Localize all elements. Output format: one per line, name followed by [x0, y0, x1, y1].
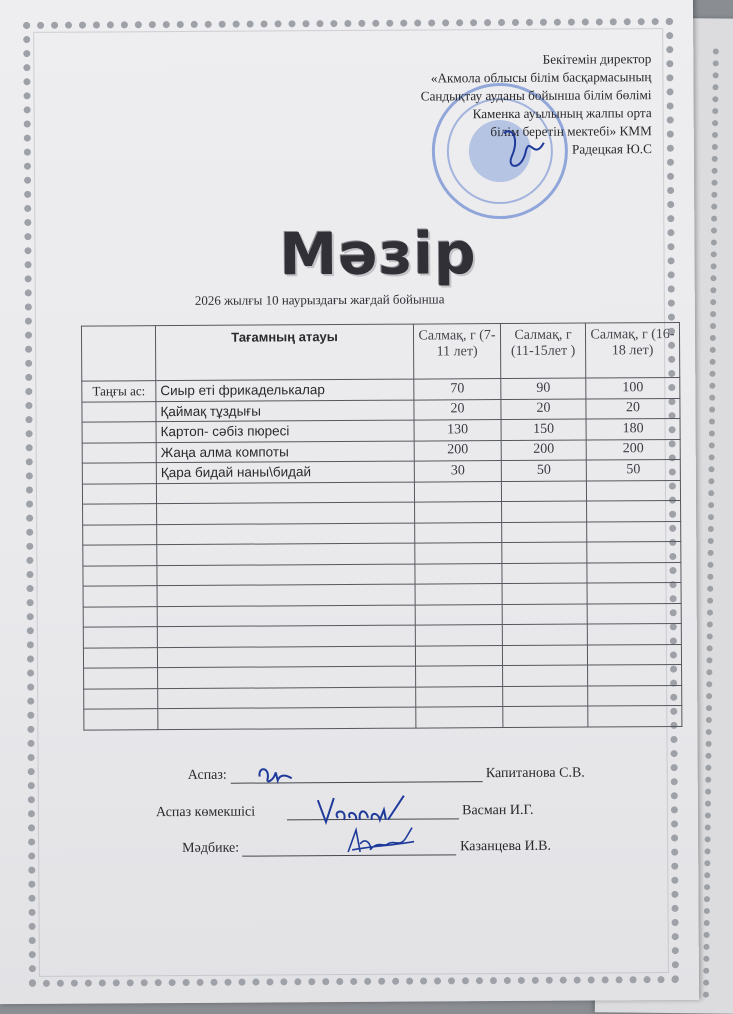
cell-empty	[157, 625, 415, 647]
cell-empty	[83, 606, 157, 627]
cell-empty	[415, 584, 502, 605]
cell-empty	[415, 522, 502, 543]
cell-empty	[587, 562, 681, 583]
cell-empty	[586, 480, 680, 501]
menu-table-body	[82, 377, 682, 729]
cook-name: Капитанова С.В.	[485, 765, 585, 782]
cell-empty	[158, 666, 416, 688]
cell-empty	[587, 521, 681, 542]
cell-meal: Таңғы ас:	[82, 381, 156, 402]
cell-empty	[84, 668, 158, 689]
cell-empty	[502, 645, 587, 666]
cell-dish: Қара бидай наны\бидай	[156, 461, 414, 483]
cell-empty	[158, 687, 416, 709]
cell-weight: 200	[501, 440, 586, 461]
cell-empty	[157, 646, 415, 668]
cell-weight: 20	[586, 398, 680, 419]
cell-weight: 50	[586, 459, 680, 480]
cell-empty	[416, 666, 503, 687]
cell-empty	[84, 688, 158, 709]
cell-empty	[587, 582, 681, 603]
cell-empty	[415, 502, 502, 523]
cook-signature	[256, 762, 296, 786]
approval-line: білім беретін мектебі» КММ	[490, 123, 652, 140]
cell-dish: Сиыр еті фрикаделькалар	[156, 379, 414, 401]
cell-weight: 130	[414, 420, 501, 441]
cell-empty	[414, 481, 501, 502]
cell-empty	[416, 686, 503, 707]
cell-empty	[83, 627, 157, 648]
cook-signature-row	[188, 766, 585, 784]
assistant-label: Аспаз көмекшісі	[155, 804, 256, 821]
cell-weight: 200	[414, 440, 501, 461]
cell-weight: 30	[414, 461, 501, 482]
cell-meal	[82, 422, 156, 443]
cell-weight: 50	[501, 460, 586, 481]
cell-empty	[83, 647, 157, 668]
cell-meal	[82, 442, 156, 463]
nurse-label: Мәдбике:	[182, 840, 240, 857]
cell-empty	[503, 686, 588, 707]
cell-empty	[83, 565, 157, 586]
cell-empty	[502, 563, 587, 584]
cell-empty	[588, 705, 682, 726]
cell-weight: 200	[586, 439, 680, 460]
cell-empty	[415, 625, 502, 646]
cell-empty	[415, 604, 502, 625]
cell-weight: 20	[414, 399, 501, 420]
cell-empty	[157, 543, 415, 565]
header-weight-11-15: Салмақ, г (11-15лет )	[500, 323, 585, 379]
cell-empty	[501, 481, 586, 502]
cell-empty	[415, 563, 502, 584]
back-sheet-border	[703, 48, 729, 998]
cell-weight: 70	[414, 379, 501, 400]
cell-dish: Картоп- сәбіз пюресі	[156, 420, 414, 442]
cell-empty	[83, 545, 157, 566]
table-row-empty	[84, 705, 682, 729]
header-meal	[81, 326, 155, 381]
page-subtitle: 2026 жылғы 10 наурыздағы жағдай бойынша	[194, 291, 445, 308]
cell-empty	[157, 605, 415, 627]
cell-empty	[83, 586, 157, 607]
cell-empty	[157, 502, 415, 524]
approval-line: Сандықтау ауданы бойынша білім бөлімі	[420, 87, 652, 104]
cell-empty	[415, 543, 502, 564]
cell-weight: 150	[501, 419, 586, 440]
cell-meal	[82, 463, 156, 484]
cell-empty	[587, 623, 681, 644]
cell-empty	[82, 483, 156, 504]
nurse-signature	[342, 822, 418, 858]
header-dish-name: Тағамның атауы	[155, 324, 413, 381]
approval-line: Каменка ауылының жалпы орта	[472, 105, 652, 122]
cell-weight: 90	[501, 378, 586, 399]
cell-empty	[587, 603, 681, 624]
cell-empty	[157, 564, 415, 586]
cell-empty	[157, 523, 415, 545]
cell-empty	[588, 685, 682, 706]
cell-weight: 100	[586, 377, 680, 398]
cell-dish: Жаңа алма компоты	[156, 441, 414, 463]
cell-empty	[416, 707, 503, 728]
cell-empty	[587, 644, 681, 665]
cell-empty	[502, 624, 587, 645]
cell-empty	[587, 500, 681, 521]
header-weight-16-18: Салмақ, г (16-18 лет)	[585, 322, 679, 378]
cell-empty	[502, 604, 587, 625]
cell-empty	[415, 645, 502, 666]
cell-empty	[588, 664, 682, 685]
cell-weight: 20	[501, 399, 586, 420]
table-header-row	[81, 322, 679, 381]
cell-empty	[502, 542, 587, 563]
cell-dish: Қаймақ тұздығы	[156, 400, 414, 422]
header-weight-7-11: Салмақ, г (7-11 лет)	[413, 324, 500, 380]
cook-label: Аспаз:	[187, 767, 227, 783]
cell-empty	[503, 665, 588, 686]
cell-empty	[587, 541, 681, 562]
approval-line: «Акмола облысы білім басқармасының	[430, 69, 652, 86]
cell-empty	[158, 707, 416, 729]
cell-empty	[157, 584, 415, 606]
menu-table	[81, 322, 682, 730]
director-signature	[494, 121, 554, 181]
cell-empty	[83, 504, 157, 525]
cell-empty	[502, 501, 587, 522]
page-title: Мәзір	[279, 219, 477, 289]
cell-empty	[502, 583, 587, 604]
cell-empty	[502, 522, 587, 543]
cell-empty	[84, 709, 158, 730]
nurse-name: Казанцева И.В.	[460, 838, 552, 855]
assistant-name: Васман И.Г.	[462, 802, 534, 819]
approval-line: Радецкая Ю.С	[571, 141, 652, 157]
cell-weight: 180	[586, 418, 680, 439]
cell-empty	[156, 482, 414, 504]
cell-empty	[503, 706, 588, 727]
cell-meal	[82, 401, 156, 422]
cell-empty	[83, 524, 157, 545]
approval-line: Бекітемін директор	[542, 51, 652, 67]
